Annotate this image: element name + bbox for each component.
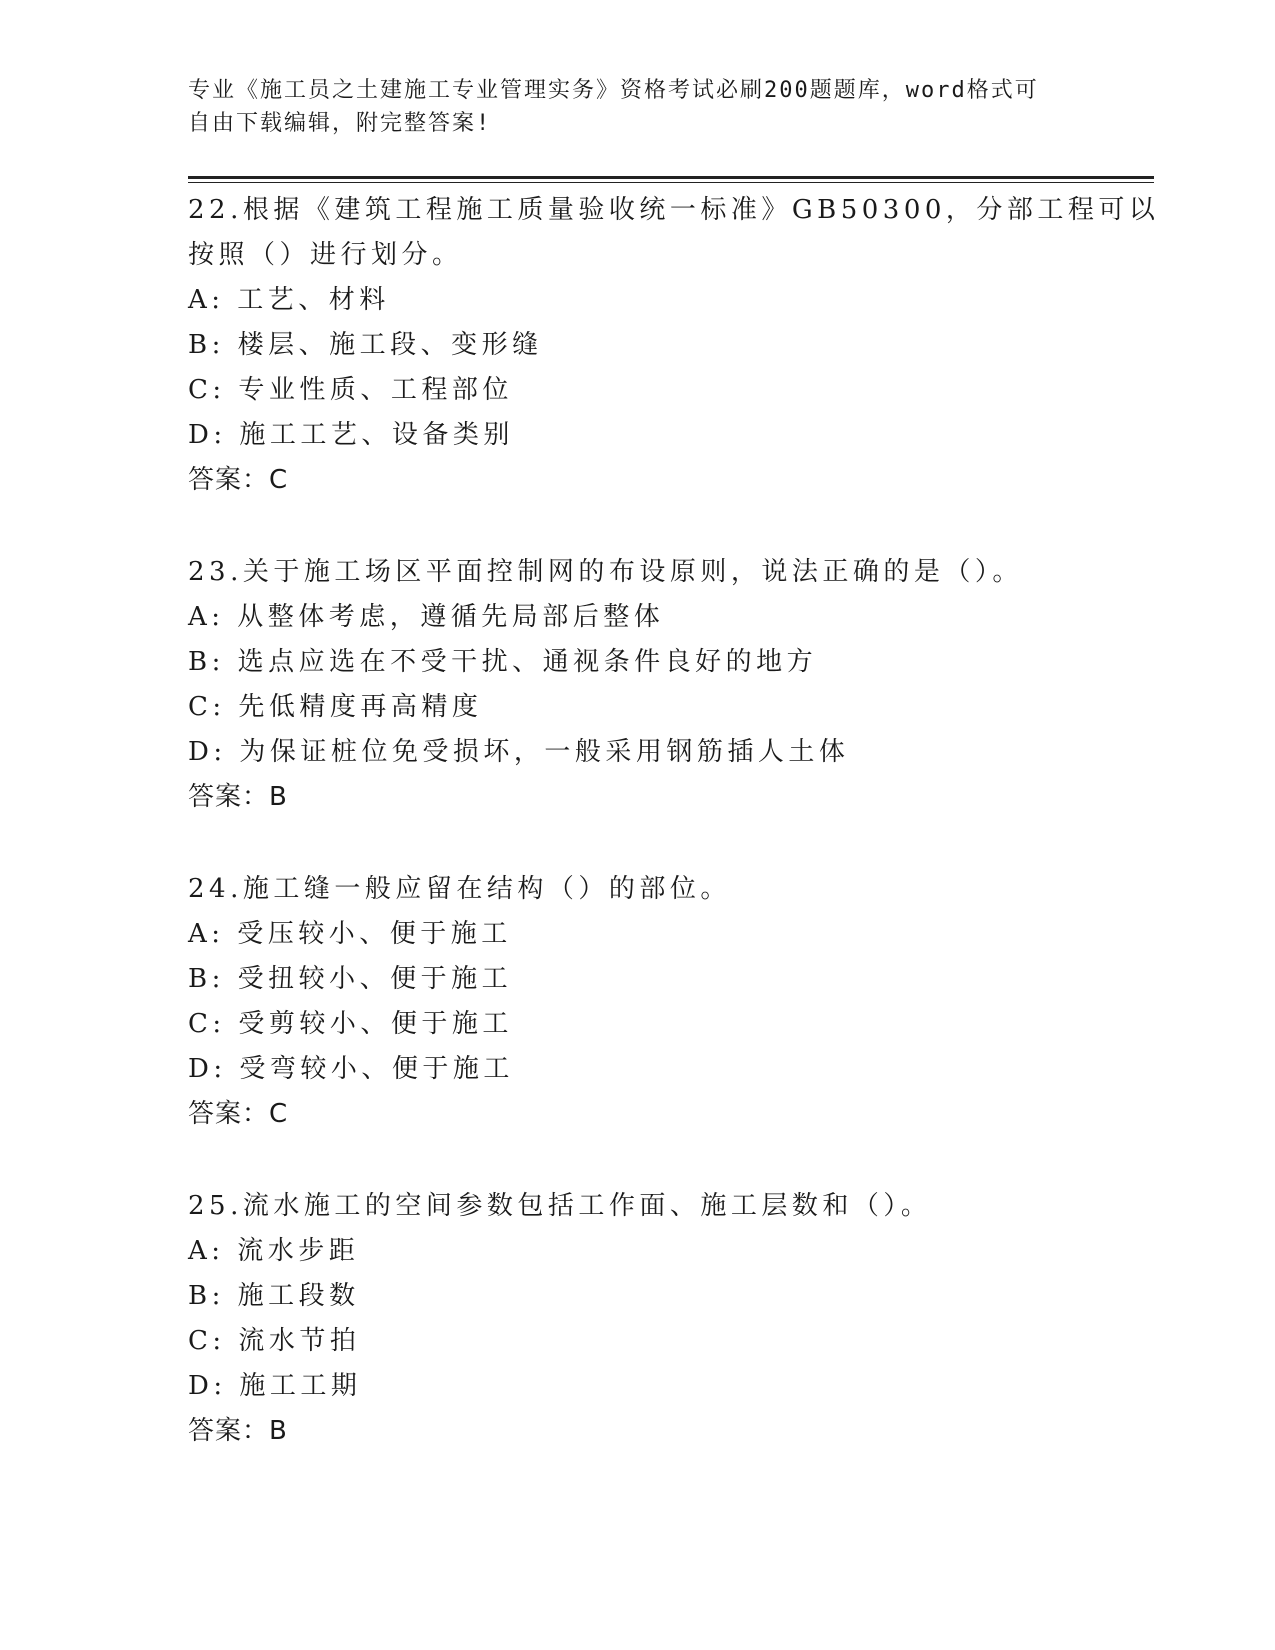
option-b: B: 施工段数 — [188, 1281, 360, 1311]
option-a: A: 受压较小、便于施工 — [188, 919, 512, 949]
option-d: D: 施工工艺、设备类别 — [188, 420, 514, 450]
question-22 — [188, 188, 1160, 503]
option-a: A: 从整体考虑，遵循先局部后整体 — [188, 602, 665, 632]
question-23 — [188, 550, 1128, 820]
question-spacer — [188, 820, 1128, 867]
answer-label: 答案：C — [188, 465, 289, 495]
answer-label: 答案：B — [188, 1416, 288, 1446]
option-c: C: 流水节拍 — [188, 1326, 361, 1356]
option-b: B: 受扭较小、便于施工 — [188, 964, 513, 994]
answer-label: 答案：B — [188, 782, 288, 812]
option-a: A: 工艺、材料 — [188, 285, 390, 315]
question-stem — [188, 188, 1160, 278]
header-title-line-1: 专业《施工员之土建施工专业管理实务》资格考试必刷200题题库，word格式可 — [188, 78, 1039, 103]
answer-label: 答案：C — [188, 1099, 289, 1129]
question-list — [188, 188, 1160, 1454]
question-stem — [188, 1184, 1128, 1229]
question-stem — [188, 867, 1128, 912]
option-a: A: 流水步距 — [188, 1236, 360, 1266]
question-stem-line: 25.流水施工的空间参数包括工作面、施工层数和（）。 — [188, 1191, 932, 1221]
question-stem-line: 22.根据《建筑工程施工质量验收统一标准》GB50300，分部工程可以 — [188, 195, 1160, 225]
header-title-line-2: 自由下载编辑，附完整答案! — [188, 111, 492, 136]
question-spacer — [188, 503, 1128, 550]
option-b: B: 楼层、施工段、变形缝 — [188, 330, 543, 360]
option-d: D: 施工工期 — [188, 1371, 362, 1401]
question-stem-line: 23.关于施工场区平面控制网的布设原则，说法正确的是（）。 — [188, 557, 1023, 587]
option-d: D: 受弯较小、便于施工 — [188, 1054, 514, 1084]
question-stem-line: 按照（）进行划分。 — [188, 240, 463, 270]
document-header — [188, 74, 1068, 140]
question-25 — [188, 1184, 1128, 1454]
question-stem — [188, 550, 1128, 595]
question-spacer — [188, 1137, 1128, 1184]
option-d: D: 为保证桩位免受损坏，一般采用钢筋插人土体 — [188, 737, 850, 767]
option-c: C: 专业性质、工程部位 — [188, 375, 513, 405]
question-24 — [188, 867, 1128, 1137]
question-stem-line: 24.施工缝一般应留在结构（）的部位。 — [188, 874, 731, 904]
option-c: C: 受剪较小、便于施工 — [188, 1009, 513, 1039]
option-c: C: 先低精度再高精度 — [188, 692, 483, 722]
header-divider-thin — [188, 182, 1154, 183]
option-b: B: 选点应选在不受干扰、通视条件良好的地方 — [188, 647, 818, 677]
header-divider-thick — [188, 176, 1154, 179]
